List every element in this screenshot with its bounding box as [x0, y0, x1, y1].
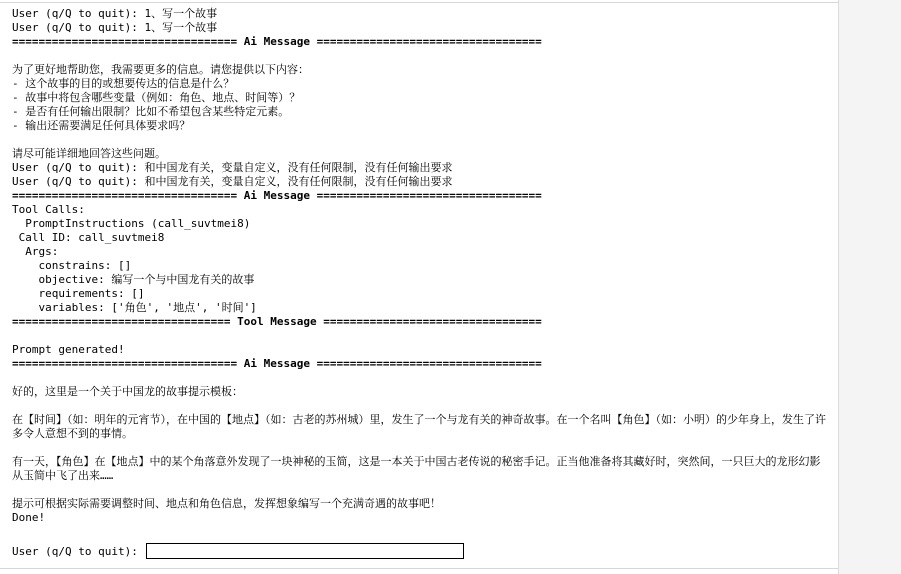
ai-message-list-item: - 故事中将包含哪些变量（例如：角色、地点、时间等）？ — [12, 91, 301, 104]
user-echo-line: User (q/Q to quit): 1、写一个故事 — [12, 21, 218, 34]
ai-message-list-item: - 这个故事的目的或想要传达的信息是什么？ — [12, 77, 235, 90]
tool-calls-line: objective: 编写一个与中国龙有关的故事 — [12, 273, 255, 286]
bottom-divider — [0, 568, 839, 569]
user-echo-line: User (q/Q to quit): 和中国龙有关，变量自定义，没有任何限制，没有任何输出要求 — [12, 161, 453, 174]
tool-calls-line: requirements: [] — [12, 287, 145, 300]
user-echo-line: User (q/Q to quit): 1、写一个故事 — [12, 7, 218, 20]
ai-message-header: ================================== Ai Message ================================== — [12, 189, 542, 202]
ai-message-text: 提示可根据实际需要调整时间、地点和角色信息，发挥想象编写一个充满奇遇的故事吧！ — [12, 497, 441, 510]
tool-calls-line: Call ID: call_suvtmei8 — [12, 231, 165, 244]
ai-message-text: 为了更好地帮助您，我需要更多的信息。请您提供以下内容： — [12, 63, 309, 76]
tool-message-text: Prompt generated! — [12, 343, 125, 356]
top-divider — [0, 2, 839, 3]
user-echo-line: User (q/Q to quit): 和中国龙有关，变量自定义，没有任何限制，没有任何输出要求 — [12, 175, 453, 188]
ai-message-list-item: - 输出还需要满足任何具体要求吗？ — [12, 119, 191, 132]
ai-message-header: ================================== Ai Message ================================== — [12, 35, 542, 48]
tool-calls-line: variables: ['角色', '地点', '时间'] — [12, 301, 257, 314]
tool-calls-line: Args: — [12, 245, 59, 258]
tool-calls-line: Tool Calls: — [12, 203, 85, 216]
input-prompt-row — [12, 543, 464, 559]
user-input-field[interactable] — [146, 543, 464, 559]
ai-message-text: 好的，这里是一个关于中国龙的故事提示模板： — [12, 385, 243, 398]
terminal-scrollback — [12, 7, 832, 525]
input-prompt-label: User (q/Q to quit): — [12, 544, 138, 558]
ai-message-header: ================================== Ai Message ================================== — [12, 357, 542, 370]
done-text: Done! — [12, 511, 46, 524]
ai-message-paragraph: 在【时间】（如：明年的元宵节），在中国的【地点】（如：古老的苏州城）里，发生了一个与龙有关的神奇故事。在一个名叫【角色】（如：小明）的少年身上，发生了许多令人意想不到的事情。 — [12, 413, 826, 440]
tool-calls-line: constrains: [] — [12, 259, 132, 272]
side-panel — [839, 0, 901, 574]
ai-message-list-item: - 是否有任何输出限制？比如不希望包含某些特定元素。 — [12, 105, 290, 118]
tool-calls-line: PromptInstructions (call_suvtmei8) — [12, 217, 251, 230]
ai-message-paragraph: 有一天，【角色】在【地点】中的某个角落意外发现了一块神秘的玉简，这是一本关于中国古老传说的秘密手记。正当他准备将其藏好时，突然间，一只巨大的龙形幻影从玉简中飞了出来…… — [12, 455, 821, 482]
ai-message-text: 请尽可能详细地回答这些问题。 — [12, 147, 166, 160]
tool-message-header: ================================= Tool Message ================================= — [12, 315, 542, 328]
